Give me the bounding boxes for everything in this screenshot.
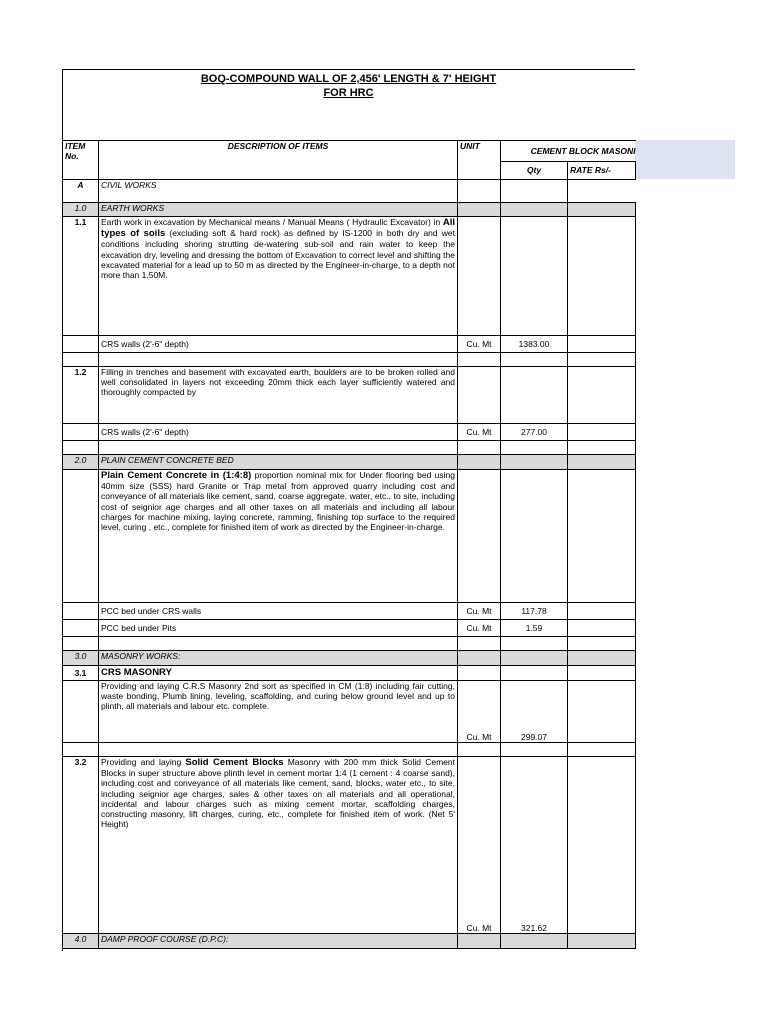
item-1-1-sub-row [63, 336, 636, 353]
item-2-sub2-row [63, 620, 636, 637]
header-group-label: CEMENT BLOCK MASONI [530, 145, 636, 156]
cell-empty [501, 353, 568, 367]
cell-empty [501, 934, 568, 949]
section-2-row [63, 455, 636, 470]
item-3-1-title-row [63, 666, 636, 681]
item-2-desc-bold: Plain Cement Concrete in (1:4:8) [101, 470, 252, 481]
item-1-1-unit: Cu. Mt [458, 336, 501, 353]
cell-empty [501, 455, 568, 470]
item-1-2-sub: CRS walls (2'-6" depth) [99, 424, 458, 441]
cell-empty [568, 637, 636, 651]
cell-empty [501, 651, 568, 666]
cell-empty [458, 743, 501, 757]
section-3-title: MASONRY WORKS: [99, 651, 458, 666]
item-3-2-desc-post: Masonry with 200 mm thick Solid Cement Blocks in super structure above plinth level in cement mortar 1:4 (1 cement : 4 coarse sand), including cost and conveyance of all materials like cement, sand, blocks, water etc., to site, including seignior age charges, sales & other taxes on all materials and all operational, incidental and labour charges such as mixing cement mortar, scaffolding charges, constructing masonry, lift charges, curing, etc., complete for finished item of work. (Net 5' Height) [101, 757, 455, 830]
cell-empty [501, 637, 568, 651]
section-1-row [63, 203, 636, 217]
item-3-1-title: CRS MASONRY [99, 666, 458, 681]
cell-empty [63, 336, 99, 353]
cell-empty [99, 637, 458, 651]
selected-cell-highlight [635, 140, 735, 179]
cell-empty [568, 681, 636, 743]
header-item-no: ITEM No. [63, 141, 99, 180]
cell-empty [458, 455, 501, 470]
cell-empty [458, 217, 501, 336]
spacer-row [63, 637, 636, 651]
item-3-2-row [63, 757, 636, 934]
item-1-1-desc-bold: All types of soils [101, 217, 455, 240]
cell-empty [568, 651, 636, 666]
item-1-1-desc-post: (excluding soft & hard rock) as defined by IS-1200 in both dry and wet conditions including shoring strutting de-watering sub-soil and rain water to keep the excavation dry, leveling and dressing the bottom of Excavation to correct level and shifting the excavated material for a lead up to 50 m as directed by the Engineer-in-charge, to a depth not more than 1.50M. [101, 228, 455, 281]
section-a-no: A [63, 180, 99, 203]
item-2-sub1-row [63, 603, 636, 620]
boq-table [62, 140, 636, 949]
cell-empty [458, 934, 501, 949]
item-2-desc-post: proportion nominal mix for Under flooring bed using 40mm size (SSS) hard Granite or Trap metal from approved quarry including cost and conveyance of all materials like cement, sand, coarse aggregate, water, etc., to site, including cost of seignior age charges and all other taxes on all materials and including all labour charges for machine mixing, laying concrete, ramming, finishing top surface to the required level, curing , etc., complete for finished item of work as directed by the Engineer-in-charge. [101, 470, 455, 533]
section-3-no: 3.0 [63, 651, 99, 666]
section-3-row [63, 651, 636, 666]
cell-empty [568, 603, 636, 620]
item-1-2-row [63, 367, 636, 424]
cell-empty [458, 367, 501, 424]
header-unit: UNIT [458, 141, 501, 180]
cell-empty [568, 336, 636, 353]
item-3-1-description: Providing and laying C.R.S Masonry 2nd sort as specified in CM (1:8) including fair cutting, waste bonding, Plumb lining, leveling, scaffolding, and curing below ground level and up to plinth, all materials and labour etc. complete. [99, 681, 458, 743]
item-3-1-unit: Cu. Mt [458, 681, 501, 743]
item-3-2-desc-bold: Solid Cement Blocks [185, 757, 284, 768]
cell-empty [568, 666, 636, 681]
cell-empty [63, 441, 99, 455]
cell-empty [568, 620, 636, 637]
cell-empty [568, 180, 636, 203]
cell-empty [458, 666, 501, 681]
item-2-description [99, 470, 458, 603]
item-2-qty1: 117.78 [501, 603, 568, 620]
cell-empty [568, 203, 636, 217]
section-4-no: 4.0 [63, 934, 99, 949]
cell-empty [501, 470, 568, 603]
cell-empty [99, 353, 458, 367]
cell-empty [568, 367, 636, 424]
item-1-2-sub-row [63, 424, 636, 441]
item-1-1-row [63, 217, 636, 336]
section-1-title: EARTH WORKS [99, 203, 458, 217]
item-1-2-unit: Cu. Mt [458, 424, 501, 441]
item-3-1-row [63, 681, 636, 743]
cell-empty [63, 637, 99, 651]
item-3-2-unit: Cu. Mt [458, 757, 501, 934]
section-a-row [63, 180, 636, 203]
cell-empty [568, 424, 636, 441]
item-2-unit1: Cu. Mt [458, 603, 501, 620]
cell-empty [458, 353, 501, 367]
item-2-unit2: Cu. Mt [458, 620, 501, 637]
cell-empty [501, 743, 568, 757]
section-4-row [63, 934, 636, 949]
cell-empty [458, 180, 501, 203]
spacer-row [63, 743, 636, 757]
header-row [63, 141, 636, 162]
item-3-2-desc-pre: Providing and laying [101, 757, 186, 767]
item-1-1-sub: CRS walls (2'-6" depth) [99, 336, 458, 353]
section-a-title: CIVIL WORKS [99, 180, 458, 203]
cell-empty [458, 637, 501, 651]
frame-top-border [62, 69, 635, 70]
item-2-sub1: PCC bed under CRS walls [99, 603, 458, 620]
item-1-1-no: 1.1 [63, 217, 99, 336]
item-2-qty2: 1.59 [501, 620, 568, 637]
section-1-no: 1.0 [63, 203, 99, 217]
cell-empty [63, 353, 99, 367]
cell-empty [458, 441, 501, 455]
spacer-row [63, 441, 636, 455]
cell-empty [568, 934, 636, 949]
cell-empty [501, 666, 568, 681]
header-group-title [501, 141, 636, 162]
cell-empty [99, 441, 458, 455]
cell-empty [568, 743, 636, 757]
cell-empty [501, 441, 568, 455]
cell-empty [568, 455, 636, 470]
cell-empty [501, 217, 568, 336]
header-qty: Qty [501, 162, 568, 180]
item-2-row [63, 470, 636, 603]
item-3-2-description [99, 757, 458, 934]
item-1-1-desc-pre: Earth work in excavation by Mechanical means / Manual Means ( Hydraulic Excavator) in [101, 217, 443, 227]
cell-empty [63, 470, 99, 603]
cell-empty [568, 757, 636, 934]
cell-empty [63, 424, 99, 441]
cell-empty [458, 470, 501, 603]
section-2-no: 2.0 [63, 455, 99, 470]
document-title: BOQ-COMPOUND WALL OF 2,456' LENGTH & 7' HEIGHT [200, 73, 497, 85]
item-2-sub2: PCC bed under Pits [99, 620, 458, 637]
cell-empty [568, 470, 636, 603]
cell-empty [63, 620, 99, 637]
cell-empty [458, 203, 501, 217]
cell-empty [501, 367, 568, 424]
cell-empty [458, 651, 501, 666]
cell-empty [99, 743, 458, 757]
item-3-2-qty: 321.62 [501, 757, 568, 934]
cell-empty [568, 353, 636, 367]
item-3-1-no: 3.1 [63, 666, 99, 681]
cell-empty [568, 217, 636, 336]
cell-empty [501, 180, 568, 203]
item-3-1-qty: 299.07 [501, 681, 568, 743]
cell-empty [63, 743, 99, 757]
item-1-1-qty: 1383.00 [501, 336, 568, 353]
header-description: DESCRIPTION OF ITEMS [99, 141, 458, 180]
cell-empty [63, 603, 99, 620]
item-3-2-no: 3.2 [63, 757, 99, 934]
document-subtitle: FOR HRC [323, 87, 374, 99]
cell-empty [501, 203, 568, 217]
cell-empty [568, 441, 636, 455]
section-2-title: PLAIN CEMENT CONCRETE BED [99, 455, 458, 470]
item-1-2-description: Filling in trenches and basement with excavated earth, boulders are to be broken rolled and well consolidated in layers not exceeding 20mm thick each layer sufficiently watered and thoroughly compacted by [99, 367, 458, 424]
item-1-1-description [99, 217, 458, 336]
item-1-2-qty: 277.00 [501, 424, 568, 441]
spacer-row [63, 353, 636, 367]
item-1-2-no: 1.2 [63, 367, 99, 424]
header-rate: RATE Rs/- [568, 162, 636, 180]
section-4-title: DAMP PROOF COURSE (D.P.C): [99, 934, 458, 949]
cell-empty [63, 681, 99, 743]
